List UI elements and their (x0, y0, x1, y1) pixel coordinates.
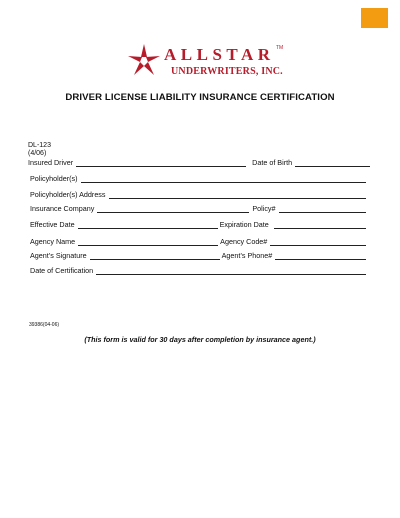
brand-name: ALLSTAR (164, 45, 275, 64)
brand-trademark: TM (276, 45, 284, 51)
agency-code-field[interactable] (270, 239, 366, 246)
validity-note: (This form is valid for 30 days after completion by insurance agent.) (84, 335, 316, 344)
form-revision: (4/06) (28, 150, 47, 157)
agency-name-label: Agency Name (30, 237, 76, 246)
row-date-of-certification (30, 265, 366, 275)
agents-signature-field[interactable] (90, 253, 220, 260)
brand-subtitle: UNDERWRITERS, INC. (171, 66, 283, 77)
row-insurance-company (30, 203, 366, 213)
row-agency-name (30, 236, 366, 246)
row-agents-signature (30, 250, 366, 260)
row-effective-date (30, 219, 366, 229)
insurance-company-label: Insurance Company (30, 204, 95, 213)
agents-phone-field[interactable] (275, 253, 366, 260)
effective-date-field[interactable] (78, 222, 218, 229)
policyholders-label: Policyholder(s) (30, 174, 78, 183)
date-of-birth-field[interactable] (295, 160, 370, 167)
date-of-certification-field[interactable] (96, 268, 366, 275)
form-title: DRIVER LICENSE LIABILITY INSURANCE CERTIFICATION (65, 92, 335, 103)
form-code-block (28, 142, 51, 158)
allstar-logo (120, 42, 290, 82)
agents-phone-label: Agent’s Phone# (221, 251, 273, 260)
policy-number-label: Policy# (252, 204, 276, 213)
row-policyholders-address (30, 189, 366, 199)
insured-driver-field[interactable] (76, 160, 246, 167)
expiration-date-label: Expiration Date (219, 220, 269, 229)
star-burst-icon (125, 42, 163, 80)
corner-tab (361, 8, 388, 28)
date-of-certification-label: Date of Certification (30, 266, 94, 275)
agency-name-field[interactable] (78, 239, 218, 246)
agents-signature-label: Agent’s Signature (30, 251, 87, 260)
policyholders-address-field[interactable] (109, 192, 367, 199)
effective-date-label: Effective Date (30, 220, 75, 229)
row-policyholders (30, 173, 366, 183)
expiration-date-field[interactable] (274, 222, 366, 229)
date-of-birth-label: Date of Birth (252, 158, 293, 167)
policyholders-address-label: Policyholder(s) Address (30, 190, 106, 199)
policy-number-field[interactable] (279, 206, 367, 213)
insurance-company-field[interactable] (97, 206, 249, 213)
form-number: 39386(04-06) (29, 322, 60, 328)
form-code: DL-123 (28, 142, 51, 149)
policyholders-field[interactable] (81, 176, 366, 183)
insured-driver-label: Insured Driver (28, 158, 74, 167)
agency-code-label: Agency Code# (220, 237, 268, 246)
row-insured-driver (28, 157, 366, 167)
